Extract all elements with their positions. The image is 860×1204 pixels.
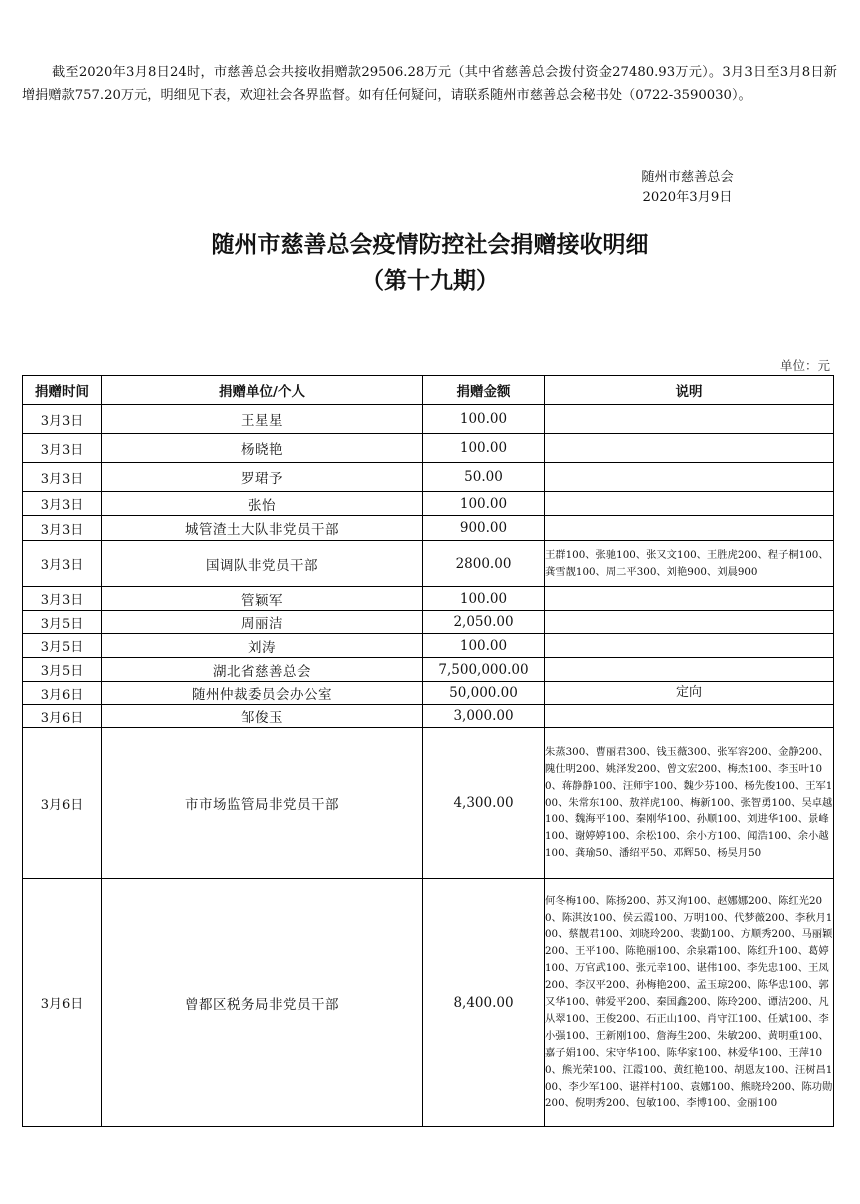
table-row <box>23 541 834 587</box>
table-header-row <box>23 376 834 405</box>
cell-note <box>545 634 834 658</box>
unit-label: 单位：元 <box>779 358 830 373</box>
cell-donor: 湖北省慈善总会 <box>102 658 423 682</box>
cell-date: 3月5日 <box>23 634 102 658</box>
cell-date: 3月6日 <box>23 682 102 705</box>
cell-date: 3月3日 <box>23 492 102 516</box>
cell-date: 3月6日 <box>23 879 102 1127</box>
cell-date: 3月3日 <box>23 434 102 463</box>
cell-amount: 100.00 <box>423 634 545 658</box>
signature-block <box>600 168 775 208</box>
table-row <box>23 587 834 611</box>
cell-note <box>545 463 834 492</box>
table-row <box>23 434 834 463</box>
intro-paragraph: 截至2020年3月8日24时，市慈善总会共接收捐赠款29506.28万元（其中省慈善总会拨付资金27480.93万元）。3月3日至3月8日新增捐赠款757.20万元，明细见下表，欢迎社会各界监督。如有任何疑问，请联系随州市慈善总会秘书处（0722-3590030）。 <box>22 65 837 103</box>
table-row <box>23 705 834 728</box>
cell-amount: 50,000.00 <box>423 682 545 705</box>
cell-note <box>545 516 834 541</box>
cell-amount: 100.00 <box>423 434 545 463</box>
cell-note <box>545 587 834 611</box>
cell-donor: 罗珺予 <box>102 463 423 492</box>
signature-org: 随州市慈善总会 <box>641 170 734 185</box>
cell-date: 3月3日 <box>23 541 102 587</box>
cell-date: 3月6日 <box>23 705 102 728</box>
table-row <box>23 682 834 705</box>
table-row <box>23 879 834 1127</box>
cell-date: 3月5日 <box>23 658 102 682</box>
cell-amount: 900.00 <box>423 516 545 541</box>
cell-note: 朱蒸300、曹丽君300、钱玉薇300、张军容200、金静200、隗仕明200、姚泽发200、曾文宏200、梅杰100、李玉叶100、蒋静静100、汪师宇100、魏少芬100、杨先俊100、王军100、朱常东100、敖祥虎100、梅新100、张智勇100、吴卓越100、魏海平100、秦刚华100、孙顺100、刘进华100、景峰100、谢婷婷100、余松100、余小方100、闻浩100、余小越100、龚瑜50、潘绍平50、邓辉50、杨昊月50 <box>545 728 834 879</box>
cell-date: 3月3日 <box>23 463 102 492</box>
page-title: 随州市慈善总会疫情防控社会捐赠接收明细 <box>211 232 649 258</box>
table-row <box>23 405 834 434</box>
cell-donor: 张怡 <box>102 492 423 516</box>
cell-note <box>545 705 834 728</box>
cell-amount: 3,000.00 <box>423 705 545 728</box>
cell-note: 定向 <box>545 682 834 705</box>
cell-amount: 2,050.00 <box>423 611 545 634</box>
cell-amount: 100.00 <box>423 405 545 434</box>
cell-amount: 4,300.00 <box>423 728 545 879</box>
cell-amount: 100.00 <box>423 492 545 516</box>
cell-donor: 周丽洁 <box>102 611 423 634</box>
signature-date: 2020年3月9日 <box>642 190 733 205</box>
table-row <box>23 728 834 879</box>
cell-donor: 随州仲裁委员会办公室 <box>102 682 423 705</box>
cell-date: 3月3日 <box>23 405 102 434</box>
cell-date: 3月5日 <box>23 611 102 634</box>
cell-note <box>545 405 834 434</box>
cell-donor: 王星星 <box>102 405 423 434</box>
cell-donor: 国调队非党员干部 <box>102 541 423 587</box>
header-donor: 捐赠单位/个人 <box>102 376 423 405</box>
cell-date: 3月3日 <box>23 587 102 611</box>
page-subtitle: （第十九期） <box>361 268 499 294</box>
cell-donor: 曾都区税务局非党员干部 <box>102 879 423 1127</box>
cell-note <box>545 492 834 516</box>
table-row <box>23 516 834 541</box>
cell-donor: 城管渣土大队非党员干部 <box>102 516 423 541</box>
cell-donor: 邹俊玉 <box>102 705 423 728</box>
cell-note: 王群100、张驰100、张又文100、王胜虎200、程子桐100、龚雪靓100、周二平300、刘艳900、刘晨900 <box>545 541 834 587</box>
cell-donor: 刘涛 <box>102 634 423 658</box>
cell-amount: 2800.00 <box>423 541 545 587</box>
header-date: 捐赠时间 <box>23 376 102 405</box>
cell-date: 3月6日 <box>23 728 102 879</box>
cell-amount: 8,400.00 <box>423 879 545 1127</box>
table-row <box>23 492 834 516</box>
donation-table <box>22 375 834 1127</box>
header-amount: 捐赠金额 <box>423 376 545 405</box>
cell-amount: 100.00 <box>423 587 545 611</box>
cell-amount: 7,500,000.00 <box>423 658 545 682</box>
cell-donor: 市市场监管局非党员干部 <box>102 728 423 879</box>
cell-note <box>545 434 834 463</box>
cell-note <box>545 611 834 634</box>
cell-donor: 管颖军 <box>102 587 423 611</box>
cell-note: 何冬梅100、陈扬200、苏又洵100、赵娜娜200、陈红光200、陈淇汝100、侯云霞100、万明100、代梦薇200、李秋月100、蔡靓君100、刘晓玲200、裴勤100、方顺秀200、马丽颖200、王平100、陈艳丽100、余泉霜100、陈红升100、葛婷100、万官武100、张元幸100、谌伟100、李先忠100、王凤200、李汉平200、孙梅艳200、孟玉琼200、陈华忠100、郭又华100、韩爱平200、秦国鑫200、陈玲200、谭洁200、凡从翠100、王俊200、石正山100、肖守江100、任斌100、李小强100、王新刚100、詹海生200、朱敏200、黄明重100、嘉子娟100、宋守华100、陈华家100、林爱华100、王萍100、熊光荣100、江霞100、黄红艳100、胡恩友100、汪树昌100、李少军100、谌祥村100、袁娜100、熊晓玲200、陈功勋200、倪明秀200、包敏100、李博100、金丽100 <box>545 879 834 1127</box>
table-row <box>23 463 834 492</box>
cell-amount: 50.00 <box>423 463 545 492</box>
table-row <box>23 634 834 658</box>
cell-donor: 杨晓艳 <box>102 434 423 463</box>
table-row <box>23 611 834 634</box>
table-row <box>23 658 834 682</box>
cell-note <box>545 658 834 682</box>
header-note: 说明 <box>545 376 834 405</box>
cell-date: 3月3日 <box>23 516 102 541</box>
